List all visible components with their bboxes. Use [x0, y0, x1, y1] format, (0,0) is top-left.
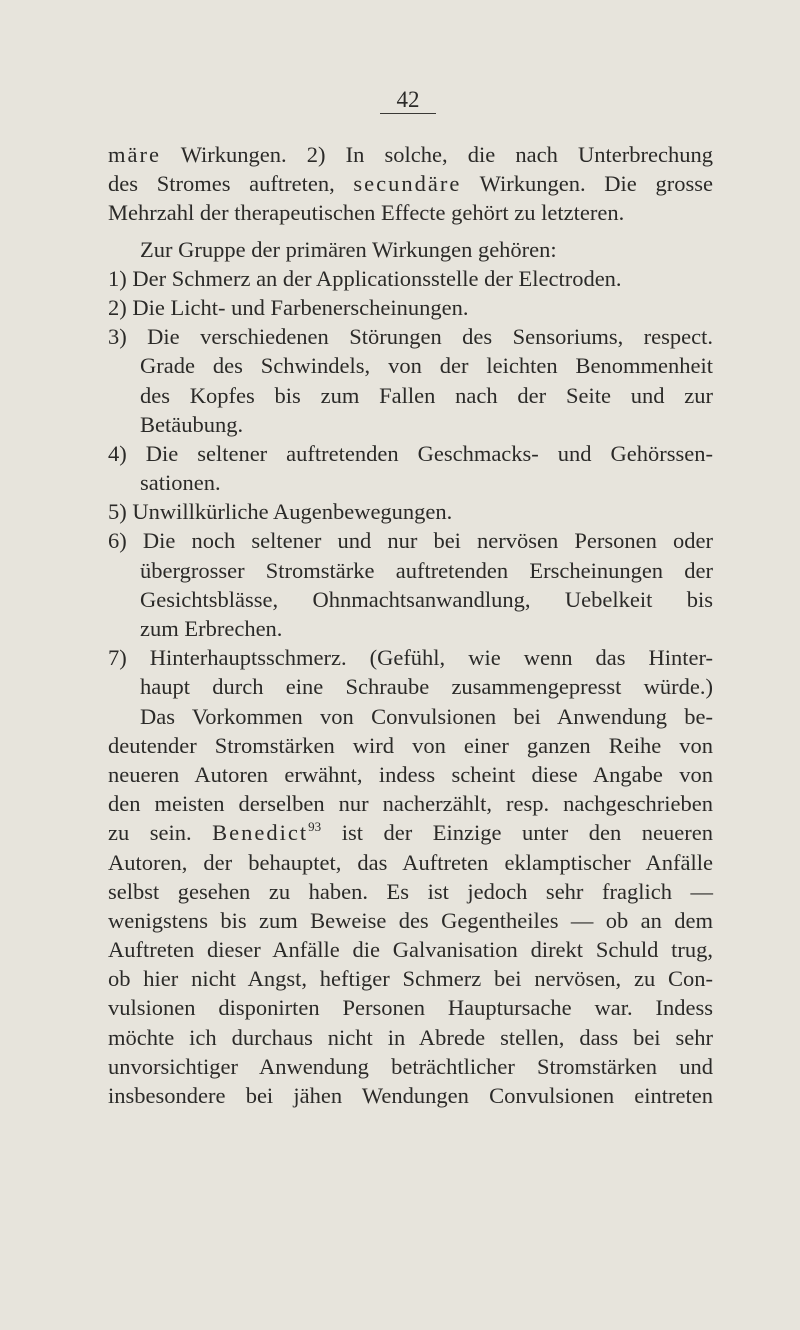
list-item-line: 2) Die Licht- und Farbenerscheinungen.	[108, 294, 469, 320]
text-line: wenigstens bis zum Beweise des Gegentheiles — ob an dem	[108, 907, 713, 933]
list-item-line: 3) Die verschiedenen Störungen des Sensoriums, respect.	[108, 324, 713, 350]
text-fragment: zu sein.	[108, 820, 213, 846]
spaced-word: märe	[108, 142, 161, 167]
text-fragment: ist der Einzige unter den neueren	[321, 820, 713, 846]
list-item-line: sationen.	[140, 470, 221, 496]
list-item-line: 4) Die seltener auftretenden Geschmacks- und Gehörssen-	[108, 440, 713, 466]
list-item-line: zum Erbrechen.	[140, 616, 283, 641]
text-line	[108, 140, 713, 169]
text-line: deutender Stromstärken wird von einer ganzen Reihe von	[108, 732, 713, 758]
list-item-line: Betäubung.	[140, 411, 244, 437]
text-line: Mehrzahl der therapeutischen Effecte gehört zu letzteren.	[108, 200, 625, 226]
page-body	[108, 140, 713, 1110]
list-item-line: Grade des Schwindels, von der leichten Benommenheit	[140, 353, 713, 379]
list-item-line: Gesichtsblässe, Ohnmachtsanwandlung, Uebelkeit bis	[140, 586, 713, 612]
text-fragment: Wirkungen. Die grosse	[461, 171, 713, 197]
list-item-line: übergrosser Stromstärke auftretenden Erscheinungen der	[140, 557, 713, 583]
text-line: ob hier nicht Angst, heftiger Schmerz bei nervösen, zu Con-	[108, 966, 713, 992]
list-item-line: haupt durch eine Schraube zusammengepresst würde.)	[140, 674, 713, 700]
text-line: Das Vorkommen von Convulsionen bei Anwendung be-	[140, 703, 713, 729]
text-line	[108, 818, 713, 847]
text-line: unvorsichtiger Anwendung beträchtlicher Stromstärken und	[108, 1053, 713, 1079]
footnote-ref: 93	[308, 819, 322, 835]
text-fragment: Wirkungen. 2) In solche, die nach Unterbrechung	[160, 142, 713, 167]
text-line: Autoren, der behauptet, das Auftreten eklamptischer Anfälle	[108, 849, 713, 875]
text-line: möchte ich durchaus nicht in Abrede stellen, dass bei sehr	[108, 1024, 713, 1050]
text-line: selbst gesehen zu haben. Es ist jedoch sehr fraglich —	[108, 878, 713, 904]
list-item-line: 7) Hinterhauptsschmerz. (Gefühl, wie wenn das Hinter-	[108, 645, 713, 671]
text-line: vulsionen disponirten Personen Hauptursache war. Indess	[108, 995, 713, 1021]
text-line: den meisten derselben nur nacherzählt, resp. nachgeschrieben	[108, 791, 713, 817]
text-line: neueren Autoren erwähnt, indess scheint diese Angabe von	[108, 761, 713, 787]
author-name: Benedict	[212, 820, 309, 846]
list-item-line: 6) Die noch seltener und nur bei nervösen Personen oder	[108, 528, 713, 554]
text-line: Zur Gruppe der primären Wirkungen gehören:	[140, 236, 557, 262]
text-fragment: des Stromes auftreten,	[108, 171, 354, 197]
list-item-line: 1) Der Schmerz an der Applicationsstelle der Electroden.	[108, 265, 622, 291]
text-line: insbesondere bei jähen Wendungen Convulsionen eintreten	[108, 1083, 713, 1108]
list-item-line: 5) Unwillkürliche Augenbewegungen.	[108, 499, 453, 525]
text-line: Auftreten dieser Anfälle die Galvanisation direkt Schuld trug,	[108, 937, 713, 963]
spaced-word: secundäre	[353, 171, 462, 197]
page-number: 42	[380, 88, 436, 114]
text-line	[108, 169, 713, 198]
list-item-line: des Kopfes bis zum Fallen nach der Seite und zur	[140, 382, 713, 408]
